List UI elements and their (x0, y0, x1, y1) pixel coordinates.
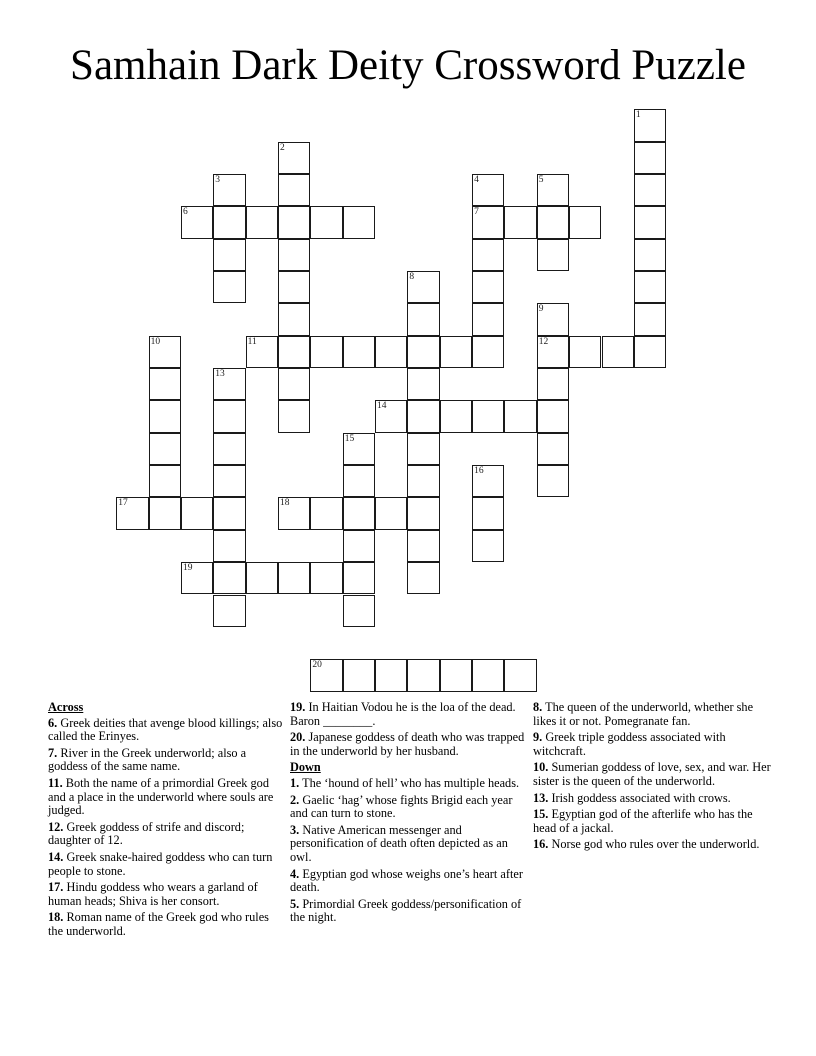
clue-down-9 (533, 731, 773, 758)
grid-cell[interactable] (149, 368, 181, 400)
cell-number: 7 (474, 207, 479, 218)
grid-cell[interactable] (278, 368, 310, 400)
grid-cell[interactable] (213, 368, 245, 400)
grid-cell[interactable] (149, 497, 181, 529)
cell-number: 20 (312, 660, 322, 671)
clue-down-15 (533, 808, 773, 835)
cell-number: 19 (182, 563, 193, 574)
grid-cell[interactable] (375, 497, 407, 529)
grid-cell[interactable] (343, 530, 375, 562)
clue-text: Gaelic ‘hag’ whose fights Brigid each year and can turn to stone. (290, 792, 513, 821)
grid-cell[interactable] (537, 239, 569, 271)
grid-cell[interactable] (472, 239, 504, 271)
grid-cell[interactable] (278, 336, 310, 368)
clue-across-12 (48, 821, 283, 848)
cell-number: 3 (215, 174, 221, 185)
grid-cell[interactable] (472, 659, 504, 691)
grid-cell[interactable] (407, 336, 439, 368)
cell-number: 6 (182, 207, 188, 218)
clue-number: 8. (533, 700, 543, 714)
grid-cell[interactable] (213, 497, 245, 529)
clue-text: Both the name of a primordial Greek god and a place in the underworld where souls are judged. (48, 775, 274, 818)
grid-cell[interactable] (343, 336, 375, 368)
cell-number: 16 (474, 466, 484, 477)
grid-cell[interactable] (537, 400, 569, 432)
grid-cell[interactable] (634, 109, 666, 141)
grid-cell[interactable] (407, 465, 439, 497)
clue-down-10 (533, 761, 773, 788)
cell-number: 5 (538, 174, 544, 185)
cell-number: 18 (280, 498, 290, 509)
grid-cell[interactable] (343, 595, 375, 627)
across-heading: Across (48, 700, 84, 714)
grid-cell[interactable] (310, 206, 342, 238)
clue-number: 13. (533, 790, 549, 805)
clue-text: Native American messenger and personification of death often depicted as an owl. (290, 822, 508, 864)
clue-down-4 (290, 868, 528, 895)
clues-column-3 (533, 701, 773, 855)
clue-number: 4. (290, 866, 300, 881)
grid-cell[interactable] (246, 206, 278, 238)
grid-cell[interactable] (213, 465, 245, 497)
grid-cell[interactable] (343, 206, 375, 238)
grid-cell[interactable] (213, 562, 245, 594)
grid-cell[interactable] (310, 336, 342, 368)
grid-cell[interactable] (213, 595, 245, 627)
clue-text: Japanese goddess of death who was trapped in the underworld by her husband. (290, 730, 525, 758)
grid-cell[interactable] (343, 659, 375, 691)
clue-across-19 (290, 701, 528, 728)
cell-number: 17 (118, 498, 128, 509)
cell-number: 11 (247, 336, 257, 347)
grid-cell[interactable] (537, 303, 569, 335)
cell-number: 2 (280, 142, 285, 153)
grid-cell[interactable] (213, 530, 245, 562)
clues-column-1 (48, 701, 283, 942)
grid-cell[interactable] (634, 142, 666, 174)
grid-cell[interactable] (440, 659, 472, 691)
cell-number: 10 (150, 336, 161, 347)
clue-down-8 (533, 701, 773, 728)
clue-text: Hindu goddess who wears a garland of human heads; Shiva is her consort. (48, 880, 258, 908)
clue-number: 19. (290, 700, 306, 714)
cell-number: 9 (538, 304, 544, 315)
clue-across-20 (290, 731, 528, 758)
clue-text: Greek deities that avenge blood killings; also called the Erinyes. (48, 715, 283, 744)
grid-cell[interactable] (181, 497, 213, 529)
clue-text: Roman name of the Greek god who rules the underworld. (48, 910, 269, 938)
clue-text: Egyptian god of the afterlife who has the head of a jackal. (533, 807, 753, 835)
cell-number: 1 (635, 110, 641, 121)
grid-cell[interactable] (149, 433, 181, 465)
clue-text: Sumerian goddess of love, sex, and war. Her sister is the queen of the underworld. (533, 760, 771, 788)
clue-text: Greek snake-haired goddess who can turn people to stone. (48, 849, 273, 878)
grid-cell[interactable] (278, 239, 310, 271)
grid-cell[interactable] (634, 239, 666, 271)
clue-across-6 (48, 717, 283, 744)
clue-across-11 (48, 777, 283, 818)
grid-cell[interactable] (213, 174, 245, 206)
grid-cell[interactable] (343, 433, 375, 465)
grid-cell[interactable] (278, 142, 310, 174)
grid-cell[interactable] (634, 174, 666, 206)
grid-cell[interactable] (213, 400, 245, 432)
clue-text: In Haitian Vodou he is the loa of the dead. Baron ________. (290, 700, 516, 728)
grid-cell[interactable] (278, 206, 310, 238)
grid-cell[interactable] (634, 271, 666, 303)
clue-number: 12. (48, 819, 64, 834)
clue-text: Primordial Greek goddess/personification of the night. (290, 896, 522, 925)
grid-cell[interactable] (375, 400, 407, 432)
clue-text: The queen of the underworld, whether she likes it or not. Pomegranate fan. (533, 700, 754, 728)
grid-cell[interactable] (116, 497, 148, 529)
grid-cell[interactable] (537, 336, 569, 368)
grid-cell[interactable] (278, 562, 310, 594)
grid-cell[interactable] (440, 336, 472, 368)
clue-down-3 (290, 824, 528, 865)
clue-text: The ‘hound of hell’ who has multiple heads. (302, 775, 520, 790)
clue-number: 1. (290, 775, 300, 790)
grid-cell[interactable] (537, 368, 569, 400)
clue-number: 16. (533, 837, 549, 852)
clue-across-18 (48, 911, 283, 938)
clue-across-7 (48, 747, 283, 774)
clues-column-2 (290, 701, 528, 928)
clue-text: Greek goddess of strife and discord; daughter of 12. (48, 819, 245, 848)
grid-cell[interactable] (407, 562, 439, 594)
grid-cell[interactable] (504, 400, 536, 432)
grid-cell[interactable] (310, 497, 342, 529)
clue-across-17 (48, 881, 283, 908)
grid-cell[interactable] (407, 271, 439, 303)
cell-number: 12 (538, 336, 549, 347)
clue-down-5 (290, 898, 528, 925)
page-title: Samhain Dark Deity Crossword Puzzle (70, 42, 746, 89)
clue-text: Egyptian god whose weighs one’s heart after death. (290, 866, 523, 895)
grid-cell[interactable] (213, 433, 245, 465)
grid-cell[interactable] (634, 336, 666, 368)
grid-cell[interactable] (246, 562, 278, 594)
grid-cell[interactable] (181, 206, 213, 238)
clue-down-1 (290, 777, 528, 791)
clue-number: 7. (48, 745, 58, 760)
grid-cell[interactable] (407, 530, 439, 562)
clue-number: 9. (533, 730, 543, 745)
grid-cell[interactable] (310, 562, 342, 594)
clue-number: 20. (290, 730, 306, 745)
grid-cell[interactable] (213, 239, 245, 271)
down-heading: Down (290, 760, 321, 775)
grid-cell[interactable] (278, 400, 310, 432)
grid-cell[interactable] (634, 206, 666, 238)
grid-cell[interactable] (569, 336, 601, 368)
clue-across-14 (48, 851, 283, 878)
grid-cell[interactable] (278, 271, 310, 303)
clue-text: Greek triple goddess associated with witchcraft. (533, 730, 726, 758)
grid-cell[interactable] (472, 271, 504, 303)
grid-cell[interactable] (278, 303, 310, 335)
grid-cell[interactable] (407, 400, 439, 432)
grid-cell[interactable] (569, 206, 601, 238)
cell-number: 4 (474, 174, 479, 185)
clue-number: 17. (48, 880, 64, 895)
cell-number: 15 (344, 433, 355, 444)
grid-cell[interactable] (472, 206, 504, 238)
grid-cell[interactable] (149, 465, 181, 497)
clue-down-13 (533, 792, 773, 806)
grid-cell[interactable] (472, 530, 504, 562)
grid-cell[interactable] (537, 433, 569, 465)
grid-cell[interactable] (504, 659, 536, 691)
grid-cell[interactable] (407, 659, 439, 691)
grid-cell[interactable] (149, 336, 181, 368)
clue-number: 14. (48, 849, 64, 864)
clue-down-2 (290, 794, 528, 821)
grid-cell[interactable] (343, 465, 375, 497)
clue-number: 2. (290, 792, 300, 807)
grid-cell[interactable] (472, 400, 504, 432)
grid-cell[interactable] (407, 497, 439, 529)
clue-number: 10. (533, 760, 549, 775)
clue-number: 18. (48, 910, 64, 925)
clue-number: 5. (290, 896, 300, 911)
clue-number: 15. (533, 807, 549, 822)
grid-cell[interactable] (472, 303, 504, 335)
grid-cell[interactable] (213, 271, 245, 303)
grid-cell[interactable] (246, 336, 278, 368)
grid-cell[interactable] (407, 433, 439, 465)
grid-cell[interactable] (472, 497, 504, 529)
grid-cell[interactable] (504, 206, 536, 238)
cell-number: 14 (377, 401, 387, 412)
clue-text: Irish goddess associated with crows. (551, 790, 731, 805)
grid-cell[interactable] (213, 206, 245, 238)
cell-number: 13 (215, 369, 225, 380)
grid-cell[interactable] (537, 206, 569, 238)
grid-cell[interactable] (440, 400, 472, 432)
grid-cell[interactable] (472, 465, 504, 497)
clue-down-16 (533, 838, 773, 852)
grid-cell[interactable] (407, 303, 439, 335)
grid-cell[interactable] (149, 400, 181, 432)
clue-number: 3. (290, 822, 300, 837)
grid-cell[interactable] (375, 336, 407, 368)
grid-cell[interactable] (472, 336, 504, 368)
clue-number: 6. (48, 715, 58, 730)
grid-cell[interactable] (375, 659, 407, 691)
clue-number: 11. (48, 775, 63, 790)
grid-cell[interactable] (310, 659, 342, 691)
grid-cell[interactable] (602, 336, 634, 368)
grid-cell[interactable] (537, 465, 569, 497)
grid-cell[interactable] (407, 368, 439, 400)
grid-cell[interactable] (634, 303, 666, 335)
grid-cell[interactable] (472, 174, 504, 206)
clue-text: River in the Greek underworld; also a goddess of the same name. (48, 745, 247, 774)
cell-number: 8 (409, 272, 415, 282)
clue-text: Norse god who rules over the underworld. (551, 837, 760, 852)
grid-cell[interactable] (537, 174, 569, 206)
grid-cell[interactable] (181, 562, 213, 594)
grid-cell[interactable] (343, 562, 375, 594)
grid-cell[interactable] (343, 497, 375, 529)
grid-cell[interactable] (278, 497, 310, 529)
grid-cell[interactable] (278, 174, 310, 206)
